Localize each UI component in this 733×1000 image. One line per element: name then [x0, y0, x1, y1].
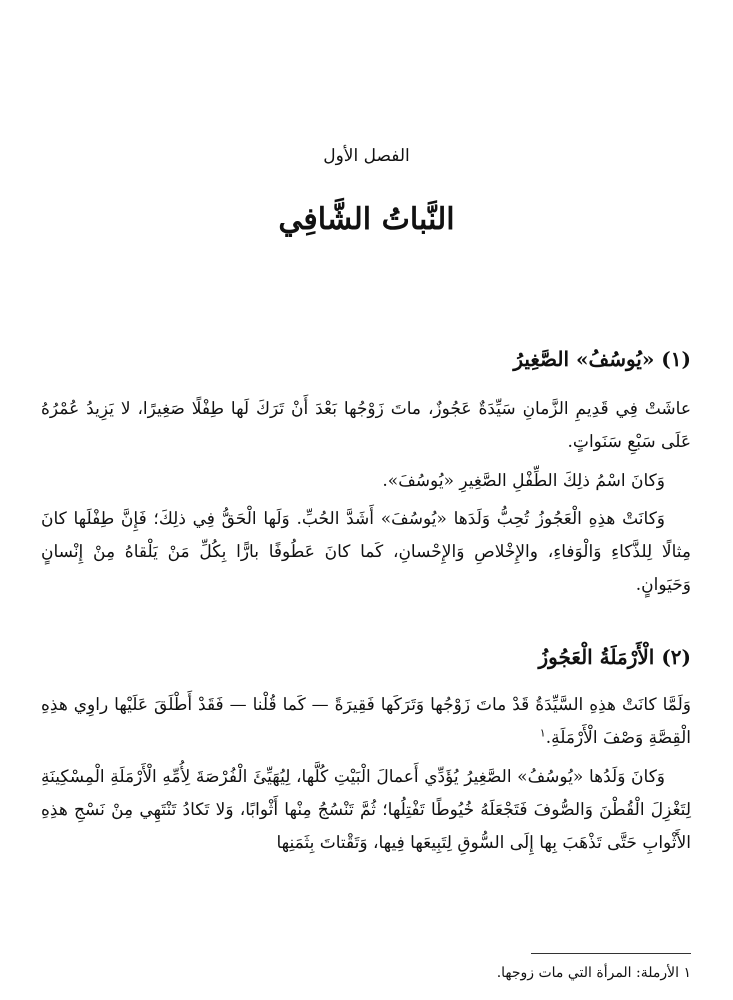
paragraph-1: عاشَتْ فِي قَدِيمِ الزَّمانِ سَيِّدَةٌ عَجُوزٌ، ماتَ زَوْجُها بَعْدَ أَنْ تَرَكَ لَها طِفْلًا صَغِيرًا، لا يَزِيدُ عُمْرُهُ عَلَى سَبْعِ سَنَواتٍ.	[41, 399, 691, 452]
section-heading-2: (٢) الْأَرْمَلَةُ الْعَجُوزُ	[538, 645, 691, 669]
section-heading-1: (١) «يُوسُفُ» الصَّغِيرُ	[513, 347, 691, 371]
paragraph-4	[41, 689, 691, 755]
chapter-label: الفصل الأول	[323, 146, 410, 166]
footnote-divider	[531, 953, 691, 954]
paragraph-2: وَكانَ اسْمُ ذلِكَ الطِّفْلِ الصَّغِيرِ «يُوسُفَ».	[382, 471, 665, 491]
footnote-reference[interactable]: ١	[539, 726, 546, 740]
paragraph-3: وَكانَتْ هذِهِ الْعَجُوزُ تُحِبُّ وَلَدَها «يُوسُفَ» أَشَدَّ الحُبِّ. وَلَها الْحَقُّ فِي ذلِكَ؛ فَإِنَّ طِفْلَها كانَ مِثالًا لِلذَّكاءِ وَالْوَفاءِ، والإِخْلاصِ وَالإِحْسانِ، كَما كانَ عَطُوفًا بارًّا بِكُلِّ مَنْ يَلْقاهُ مِنْ إِنْسانٍ وَحَيَوانٍ.	[41, 509, 691, 595]
footnote: ١ الأرملة: المرأة التي مات زوجها.	[496, 965, 691, 981]
paragraph-4-text: وَلَمَّا كانَتْ هذِهِ السَّيِّدَةُ قَدْ ماتَ زَوْجُها وَتَرَكَها فَقِيرَةً — كَما قُلْنا — فَقَدْ أَطْلَقَ عَلَيْها راوِي هذِهِ الْقِصَّةِ وَصْفَ الْأَرْمَلَةِ.	[41, 695, 691, 748]
chapter-title: النَّباتُ الشَّافِي	[278, 202, 455, 237]
paragraph-5: وَكانَ وَلَدُها «يُوسُفُ» الصَّغِيرُ يُؤَدِّي أَعمالَ الْبَيْتِ كُلَّها، لِيُهَيِّئَ الْفُرْصَةَ لِأُمِّهِ الْأَرْمَلَةِ الْمِسْكِينَةِ لِتَغْزِلَ الْقُطْنَ وَالصُّوفَ فَتَجْعَلَهُ خُيُوطًا تَفْتِلُها؛ ثُمَّ تَنْسُجُ مِنْها أَثْوابًا، وَلا تَكادُ تَنْتَهِي مِنْ نَسْجِ هذِهِ الأَثْوابِ حَتَّى تَذْهَبَ بِها إِلَى السُّوقِ لِتَبِيعَها فِيها، وَتَقْتاتَ بِثَمَنِها	[41, 767, 691, 853]
